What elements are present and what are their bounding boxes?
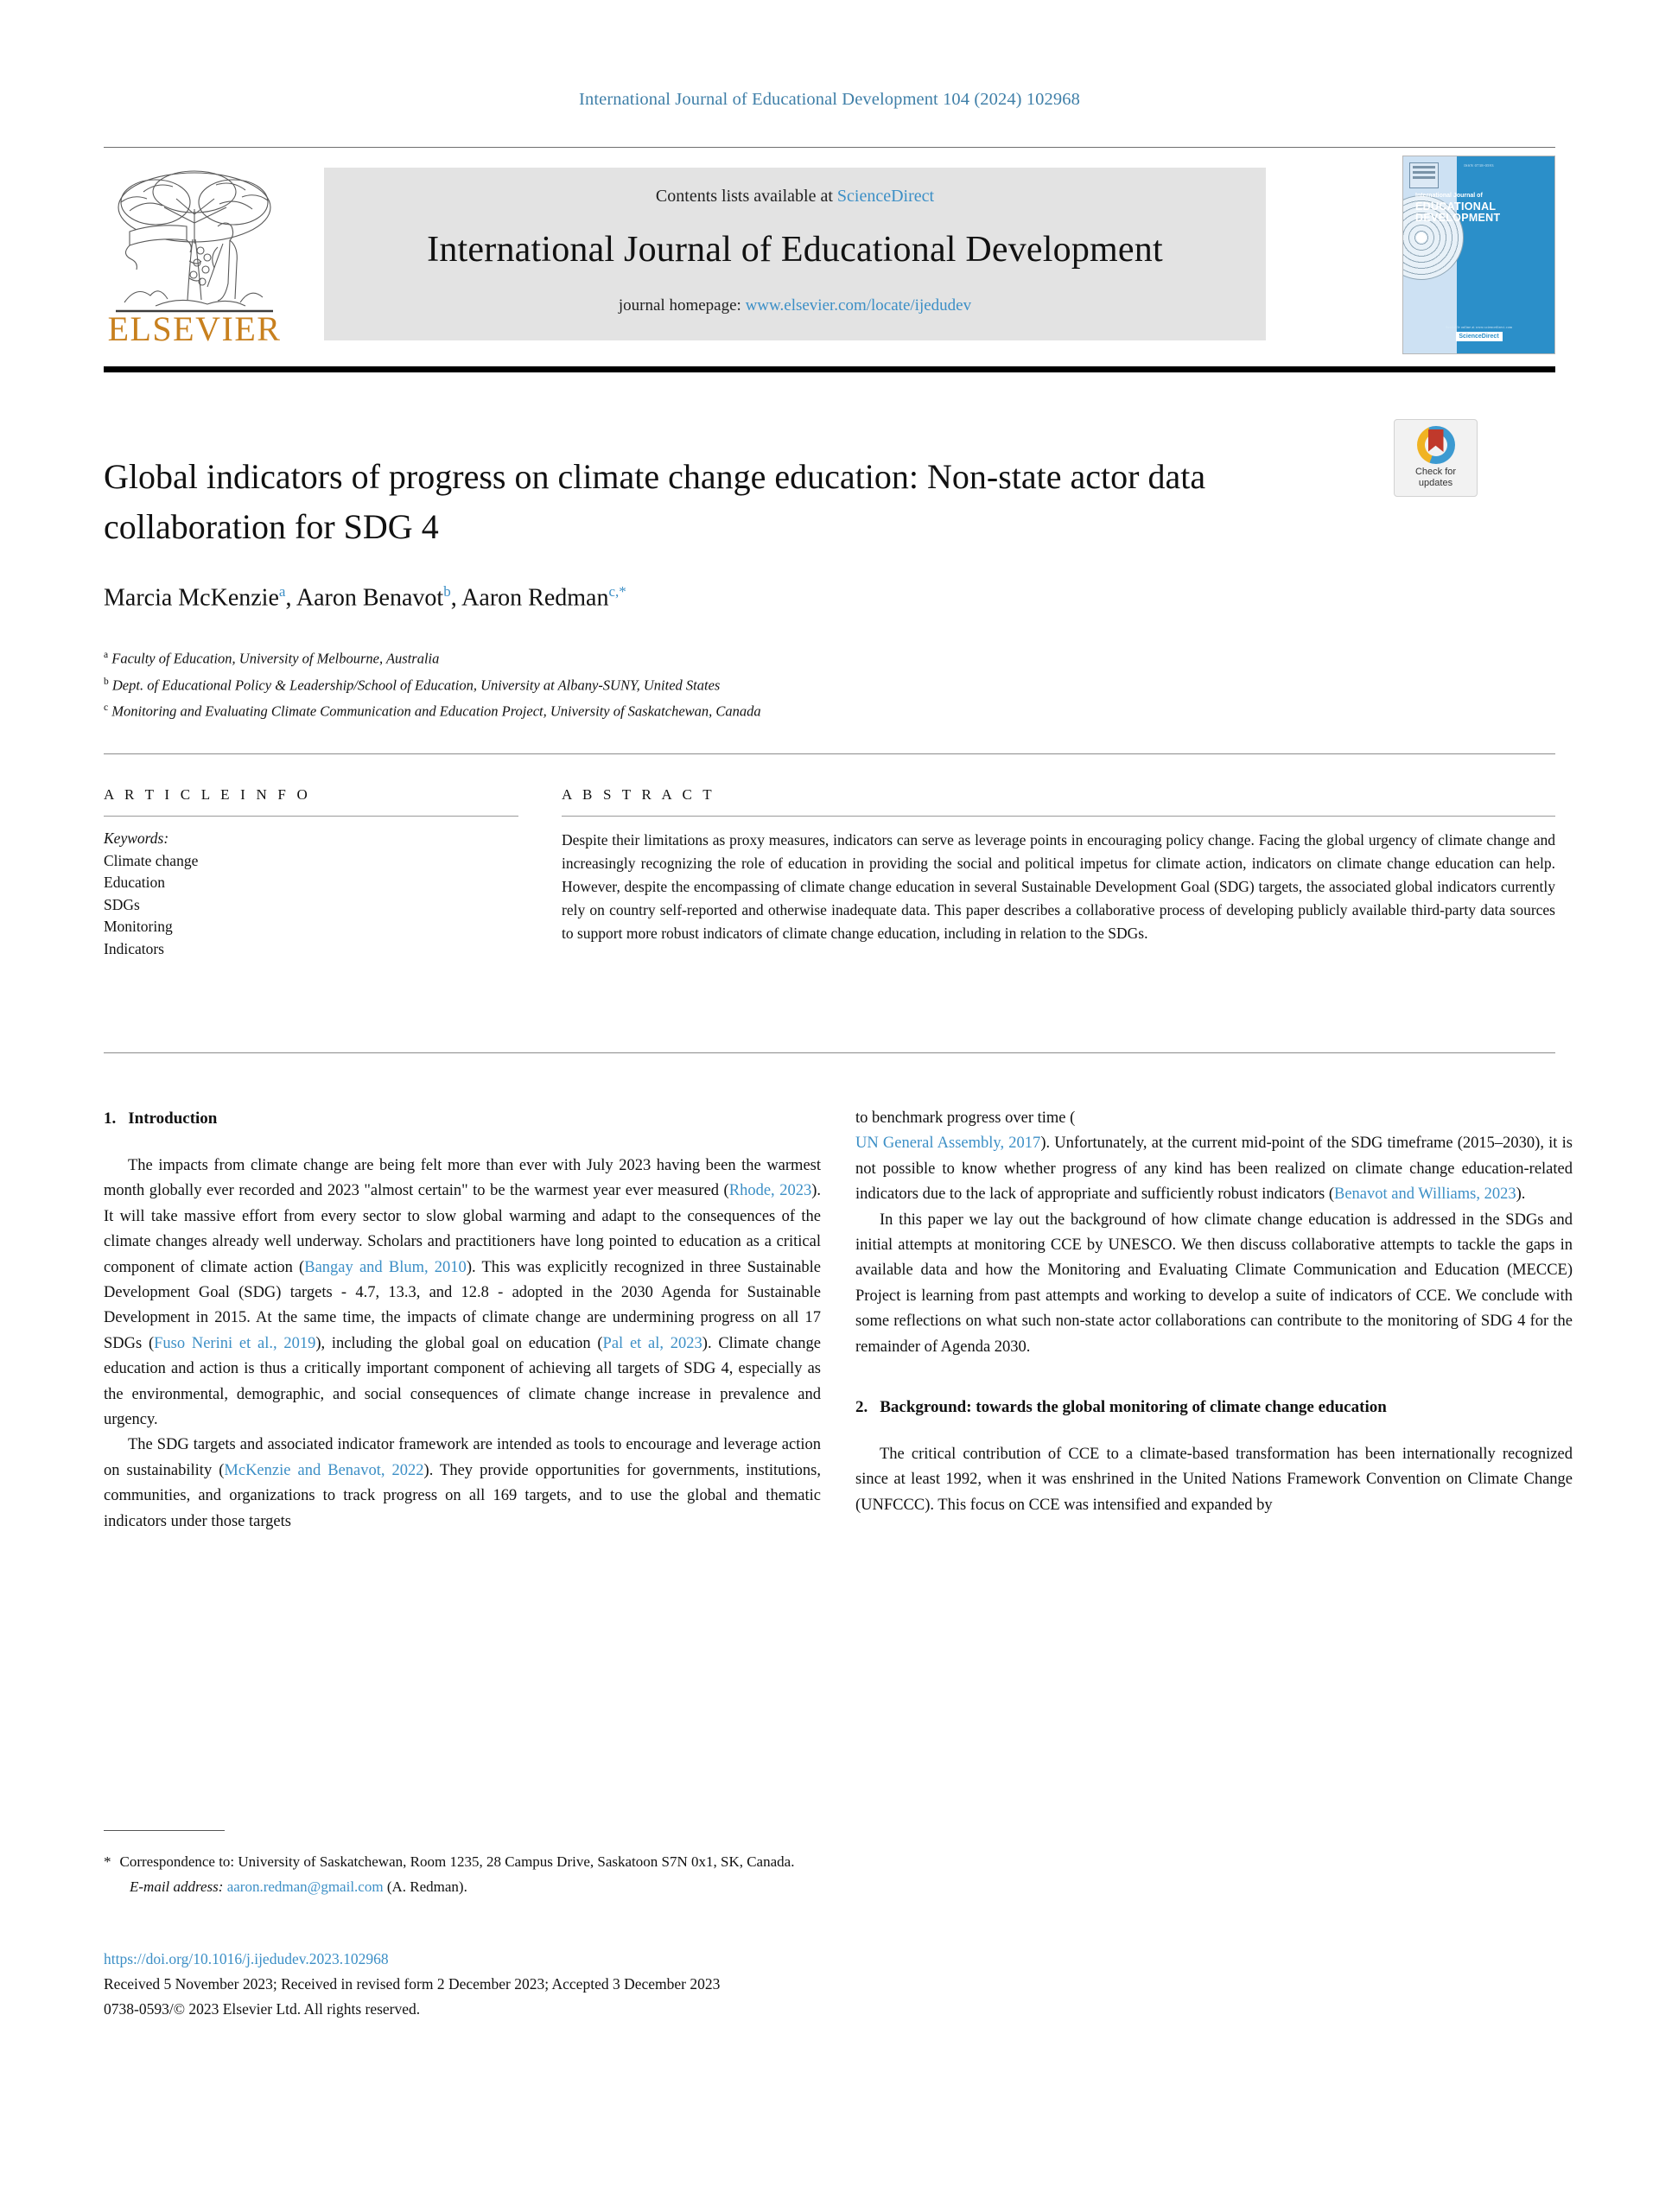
email-note bbox=[104, 1874, 1227, 1899]
affiliation-list bbox=[104, 644, 1400, 723]
doi-link[interactable]: https://doi.org/10.1016/j.ijedudev.2023.102968 bbox=[104, 1950, 389, 1967]
affiliation-item bbox=[104, 644, 1400, 671]
author-separator: , bbox=[285, 584, 296, 612]
author-affil-marker: b bbox=[443, 583, 451, 600]
paragraph-intro-1 bbox=[104, 1154, 821, 1433]
author-name: Marcia McKenzie bbox=[104, 584, 279, 612]
info-band-top-rule bbox=[104, 753, 1555, 754]
author-name: Aaron Benavot bbox=[296, 584, 444, 612]
cover-title-line1: EDUCATIONAL bbox=[1415, 200, 1497, 213]
correspondence-text: Correspondence to: University of Saskatchewan, Room 1235, 28 Campus Drive, Saskatoon S7N 0x1, SK, Canada. bbox=[119, 1853, 795, 1870]
elsevier-wordmark: ELSEVIER bbox=[107, 309, 282, 348]
abstract-text: Despite their limitations as proxy measures, indicators can serve as leverage points in encouraging policy change. Facing the global urgency of climate change and increasingly recognizing the role of education in providing the social and political impetus for climate action, indicators on climate change education can help. However, despite the encompassing of climate change education in several Sustainable Development Goal (SDG) targets, the associated global indicators currently rely on country self-reported and otherwise inadequate data. This paper describes a collaborative process of developing publicly available third-party data sources to support more robust indicators of climate change education, including in relation to the SDGs. bbox=[562, 831, 1555, 942]
masthead-bottom-rule bbox=[104, 366, 1555, 372]
masthead-top-rule bbox=[104, 147, 1555, 148]
homepage-prefix: journal homepage: bbox=[618, 296, 746, 315]
paragraph-intro-2-right bbox=[855, 1131, 1573, 1207]
text-run: ), including the global goal on education ( bbox=[315, 1334, 603, 1352]
affiliation-marker: b bbox=[104, 676, 109, 687]
running-head: International Journal of Educational Development 104 (2024) 102968 bbox=[579, 90, 1080, 109]
text-run: to benchmark progress over time ( bbox=[855, 1109, 1076, 1127]
abstract-section bbox=[562, 786, 1555, 945]
crossmark-bookmark-icon bbox=[1428, 429, 1444, 452]
publication-info bbox=[104, 1947, 1227, 2022]
text-run: ). bbox=[1516, 1185, 1526, 1204]
doi-line bbox=[104, 1947, 1227, 1972]
paragraph-background-1: The critical contribution of CCE to a climate-based transformation has been internationally recognized since at least 1992, when it was enshrined in the United Nations Framework Convention on Climate Change (UNFCCC). This focus on CCE was intensified and expanded by bbox=[855, 1446, 1573, 1514]
sciencedirect-link[interactable]: ScienceDirect bbox=[836, 187, 935, 206]
section-heading-2 bbox=[855, 1395, 1573, 1420]
cover-bottom-note: Available online at www.sciencedirect.com bbox=[1445, 325, 1513, 329]
cover-title-small: International Journal of bbox=[1415, 193, 1483, 199]
elsevier-logo bbox=[104, 157, 285, 352]
page-title: Global indicators of progress on climate change education: Non-state actor data collaboration for SDG 4 bbox=[104, 457, 1206, 546]
abstract-underline bbox=[562, 816, 1555, 817]
section-title-2: Background: towards the global monitoring of climate change education bbox=[880, 1398, 1387, 1417]
text-run: ). Climate change education and action is thus a critically important component of achieving all targets of SDG 4, especially as the environmental, demographic, and social consequences of climate change increase in prevalence and urgency. bbox=[104, 1334, 822, 1429]
article-info-underline bbox=[104, 816, 518, 817]
cover-title-line2: DEVELOPMENT bbox=[1415, 212, 1501, 224]
journal-title: International Journal of Educational Development bbox=[427, 230, 1163, 270]
crossmark-label-line1: Check for bbox=[1414, 467, 1457, 477]
correspondence-note bbox=[104, 1849, 1227, 1874]
affiliation-text: Faculty of Education, University of Melbourne, Australia bbox=[111, 650, 440, 667]
crossmark-ring-icon bbox=[1417, 426, 1455, 464]
article-info-heading: A R T I C L E I N F O bbox=[104, 786, 311, 803]
author-separator: , bbox=[450, 584, 462, 612]
keyword-item: Indicators bbox=[104, 939, 164, 957]
affiliation-marker: c bbox=[104, 702, 109, 713]
author-list bbox=[104, 583, 1400, 612]
author-affil-marker: a bbox=[278, 583, 286, 600]
paragraph-intro-2 bbox=[104, 1433, 821, 1535]
cover-title-main bbox=[1415, 201, 1500, 224]
journal-homepage-link[interactable]: www.elsevier.com/locate/ijedudev bbox=[745, 296, 972, 315]
body-column-right bbox=[855, 1106, 1573, 1518]
correspondence-marker: * bbox=[104, 1853, 111, 1870]
affiliation-item bbox=[104, 671, 1400, 697]
text-run: ). It will take massive effort from every sector to slow global warming and adapt to the consequences of the climate changes already well underway. Scholars and practitioners have long pointed to education as a critical component of climate action ( bbox=[104, 1182, 821, 1276]
abstract-heading: A B S T R A C T bbox=[562, 786, 715, 803]
text-run: ). This was explicitly recognized in three Sustainable Development Goal (SDG) targets - 4.7, 13.3, and 12.8 - adopted in the 2030 Agenda for Sustainable Development in 2015. At the same time, the impacts of climate change are undermining progress on all 17 SDGs ( bbox=[104, 1258, 822, 1352]
citation-link[interactable]: Benavot and Williams, 2023 bbox=[1333, 1185, 1516, 1204]
paragraph-intro-2-cont bbox=[855, 1106, 1573, 1131]
article-info-section bbox=[104, 786, 518, 960]
copyright-line: 0738-0593/© 2023 Elsevier Ltd. All rights reserved. bbox=[104, 2000, 421, 2018]
section-title-1: Introduction bbox=[128, 1109, 218, 1128]
text-run: The SDG targets and associated indicator framework are intended as tools to encourage and leverage action on sustainability ( bbox=[104, 1436, 821, 1479]
keyword-item: SDGs bbox=[104, 895, 140, 913]
citation-link[interactable]: McKenzie and Benavot, 2022 bbox=[224, 1461, 424, 1479]
keyword-item: Monitoring bbox=[104, 918, 173, 935]
citation-link[interactable]: Fuso Nerini et al., 2019 bbox=[154, 1334, 316, 1352]
cover-right-panel bbox=[1457, 156, 1554, 353]
affiliation-text: Dept. of Educational Policy & Leadership/School of Education, University at Albany-SUNY, United States bbox=[111, 677, 721, 693]
journal-banner bbox=[324, 168, 1266, 340]
info-band-bottom-rule bbox=[104, 1052, 1555, 1053]
keywords-list bbox=[104, 828, 518, 960]
footnote-rule bbox=[104, 1830, 225, 1831]
affiliation-text: Monitoring and Evaluating Climate Communication and Education Project, University of Saskatchewan, Canada bbox=[111, 702, 761, 720]
cover-issn-note: ISSN 0738-0593 bbox=[1464, 163, 1494, 168]
keywords-label: Keywords: bbox=[104, 830, 169, 847]
crossmark-label-line2: updates bbox=[1418, 478, 1453, 488]
email-label: E-mail address: bbox=[130, 1878, 224, 1895]
citation-link[interactable]: Bangay and Blum, 2010 bbox=[304, 1258, 467, 1276]
section-number-1: 1. bbox=[104, 1109, 117, 1128]
email-link[interactable]: aaron.redman@gmail.com bbox=[226, 1878, 384, 1895]
journal-cover-thumbnail bbox=[1402, 156, 1555, 354]
text-run: ). They provide opportunities for governments, institutions, communities, and organizations to track progress on all 169 targets, and to use the global and thematic indicators under those targets bbox=[104, 1461, 821, 1530]
section-heading-1 bbox=[104, 1106, 821, 1131]
citation-link[interactable]: UN General Assembly, 2017 bbox=[855, 1135, 1041, 1153]
citation-link[interactable]: Rhode, 2023 bbox=[728, 1182, 812, 1200]
body-column-left bbox=[104, 1106, 821, 1535]
publication-dates: Received 5 November 2023; Received in revised form 2 December 2023; Accepted 3 December 2023 bbox=[104, 1975, 721, 1993]
paragraph-intro-3: In this paper we lay out the background of how climate change education is addressed in the SDGs and initial attempts at monitoring CCE by UNESCO. We then discuss collaborative attempts to tackle the gaps in available data and how the Monitoring and Evaluating Climate Communication and Education (MECCE) Project is learning from past attempts and working to develop a suite of indicators of CCE. We conclude with some reflections on what such non-state actor collaborations can contribute to the monitoring of SDG 4 for the remainder of Agenda 2030. bbox=[855, 1211, 1573, 1356]
contents-available-line bbox=[324, 187, 1266, 207]
email-suffix: (A. Redman). bbox=[386, 1878, 467, 1895]
affiliation-marker: a bbox=[104, 650, 109, 660]
section-number-2: 2. bbox=[855, 1398, 868, 1417]
cover-sciencedirect-block bbox=[1403, 325, 1554, 341]
author-affil-marker: c,* bbox=[608, 583, 626, 600]
contents-prefix: Contents lists available at bbox=[655, 187, 837, 206]
crossmark-label bbox=[1395, 467, 1477, 489]
author-name: Aaron Redman bbox=[461, 584, 609, 612]
citation-link[interactable]: Pal et al, 2023 bbox=[602, 1334, 702, 1352]
crossmark-badge[interactable] bbox=[1394, 419, 1478, 497]
journal-homepage-line bbox=[324, 296, 1266, 315]
keyword-item: Climate change bbox=[104, 851, 199, 869]
text-run: The impacts from climate change are being felt more than ever with July 2023 having been the warmest month globally ever recorded and 2023 "almost certain" to be the warmest year ever measured ( bbox=[104, 1157, 821, 1200]
affiliation-item bbox=[104, 696, 1400, 723]
cover-sciencedirect-logo: ScienceDirect bbox=[1456, 332, 1503, 341]
masthead-inner bbox=[104, 157, 1555, 352]
text-run: ). Unfortunately, at the current mid-point of the SDG timeframe (2015–2030), it is not possible to know whether progress of any kind has been realized on climate change education-related indicators due to the lack of appropriate and sufficiently robust indicators ( bbox=[855, 1135, 1573, 1204]
footnote-block bbox=[104, 1849, 1227, 1899]
keyword-item: Education bbox=[104, 874, 165, 891]
